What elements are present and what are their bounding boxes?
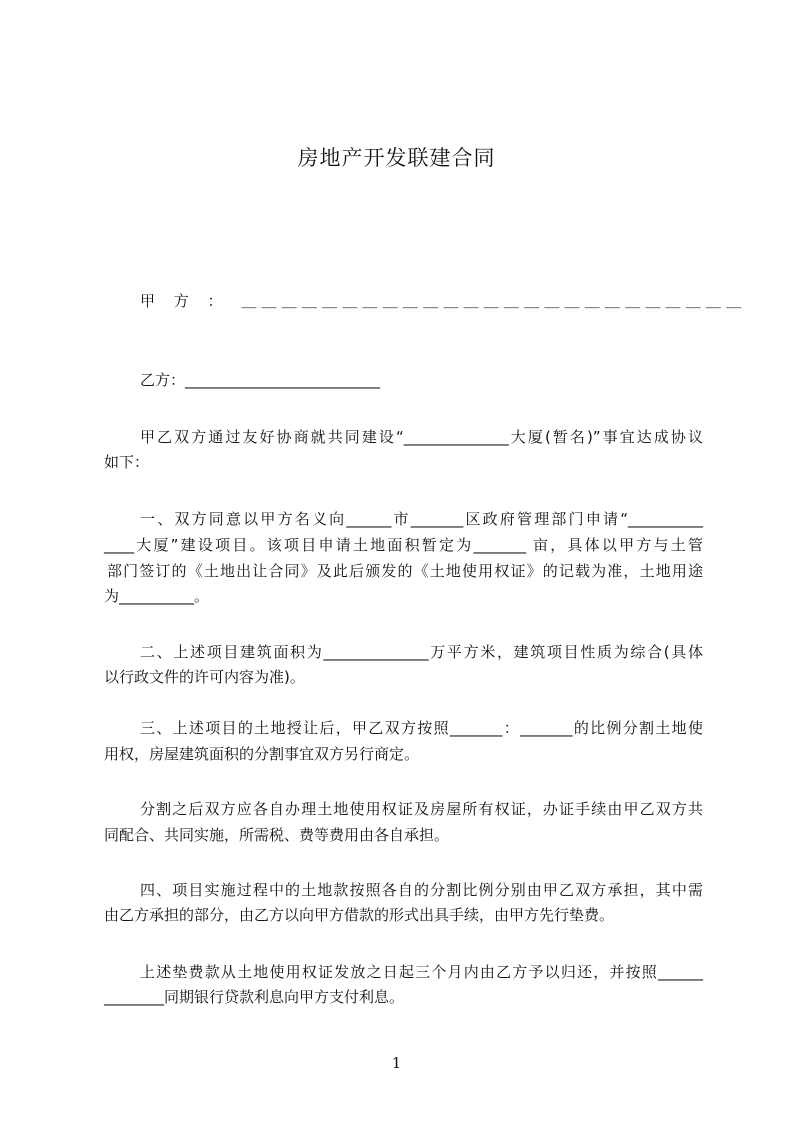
document-title: 房地产开发联建合同 (297, 146, 496, 170)
paragraph-line: 分割之后双方应各自办理土地使用权证及房屋所有权证，办证手续由甲乙双方共 (140, 800, 703, 818)
paragraph-line: 上述垫费款从土地使用权证发放之日起三个月内由乙方予以归还，并按照______ (140, 963, 703, 981)
paragraph-line: 甲乙双方通过友好协商就共同建设“______________大厦(暂名)”事宜达成协议 (140, 428, 703, 446)
party-b-line: 乙方：__________________________ (140, 371, 381, 389)
paragraph-line: 如下： (104, 453, 150, 471)
paragraph-line: ____大厦”建设项目。该项目申请土地面积暂定为_______ 亩，具体以甲方与土管 (104, 536, 703, 554)
paragraph-line: ________同期银行贷款利息向甲方支付利息。 (104, 988, 405, 1006)
paragraph-line: 用权，房屋建筑面积的分割事宜双方另行商定。 (104, 745, 420, 763)
paragraph-line: 四、项目实施过程中的土地款按照各自的分割比例分别由甲乙双方承担，其中需 (140, 881, 703, 899)
party-a-label: 甲 方 ： (140, 292, 230, 310)
paragraph-line: 部门签订的《土地出让合同》及此后颁发的《土地使用权证》的记载为准，土地用途 (107, 562, 703, 580)
paragraph-line: 由乙方承担的部分，由乙方以向甲方借款的形式出具手续，由甲方先行垫费。 (104, 906, 615, 924)
paragraph-line: 同配合、共同实施，所需税、费等费用由各自承担。 (104, 826, 450, 844)
paragraph-line: 为__________。 (104, 587, 210, 605)
paragraph-line: 二、上述项目建筑面积为______________万平方米，建筑项目性质为综合(具体 (140, 643, 703, 661)
paragraph-line: 以行政文件的许可内容为准)。 (104, 668, 305, 686)
party-a-line (140, 291, 747, 311)
page-number: 1 (391, 1054, 402, 1072)
paragraph-line: 三、上述项目的土地授让后，甲乙双方按照_______：_______的比例分割土地使 (140, 719, 703, 737)
party-a-blank: ＿＿＿＿＿＿＿＿＿＿＿＿＿＿＿＿＿＿＿＿＿＿＿＿＿ (241, 292, 747, 310)
paragraph-line: 一、双方同意以甲方名义向______市_______区政府管理部门申请“__________ (140, 510, 703, 528)
